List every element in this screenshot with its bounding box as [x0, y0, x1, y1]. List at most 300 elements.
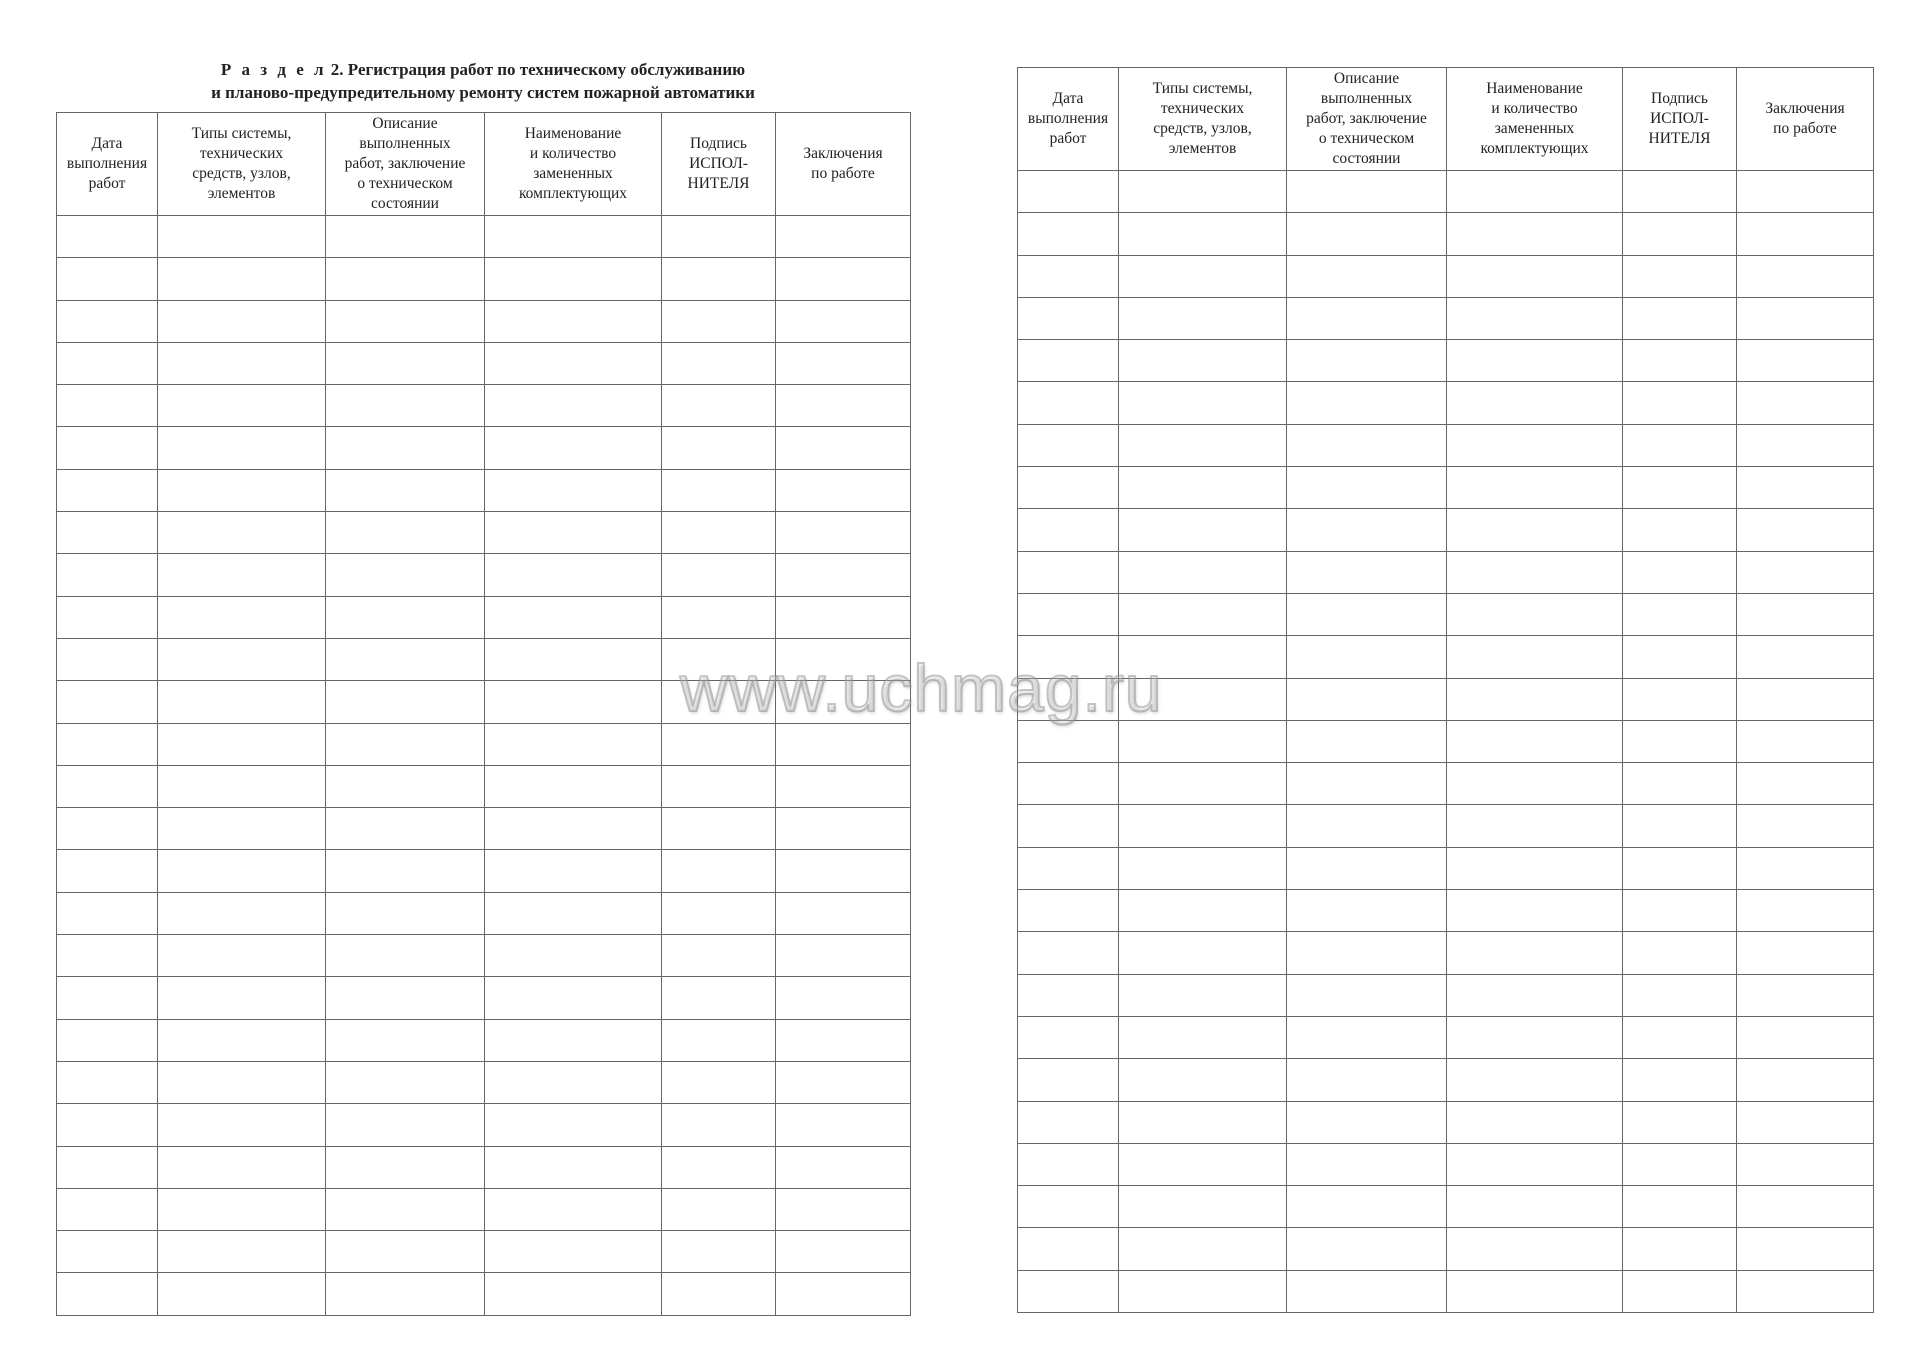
cell-date[interactable] — [57, 1273, 158, 1315]
cell-system-types[interactable] — [158, 977, 326, 1019]
cell-work-description[interactable] — [1287, 847, 1447, 889]
cell-work-description[interactable] — [326, 977, 485, 1019]
cell-date[interactable] — [1018, 551, 1119, 593]
cell-system-types[interactable] — [1119, 255, 1287, 297]
cell-work-description[interactable] — [1287, 467, 1447, 509]
cell-replaced-parts[interactable] — [485, 638, 662, 680]
cell-date[interactable] — [57, 1019, 158, 1061]
cell-signature[interactable] — [1623, 1143, 1737, 1185]
cell-replaced-parts[interactable] — [1447, 340, 1623, 382]
cell-system-types[interactable] — [1119, 171, 1287, 213]
cell-conclusions[interactable] — [776, 1188, 911, 1230]
cell-conclusions[interactable] — [776, 1146, 911, 1188]
cell-date[interactable] — [57, 596, 158, 638]
cell-signature[interactable] — [1623, 890, 1737, 932]
cell-date[interactable] — [57, 385, 158, 427]
cell-date[interactable] — [57, 1231, 158, 1273]
cell-conclusions[interactable] — [776, 512, 911, 554]
cell-system-types[interactable] — [1119, 509, 1287, 551]
cell-work-description[interactable] — [326, 892, 485, 934]
cell-system-types[interactable] — [158, 850, 326, 892]
cell-date[interactable] — [1018, 593, 1119, 635]
cell-signature[interactable] — [1623, 551, 1737, 593]
cell-date[interactable] — [57, 216, 158, 258]
cell-date[interactable] — [57, 681, 158, 723]
cell-replaced-parts[interactable] — [485, 681, 662, 723]
cell-replaced-parts[interactable] — [485, 892, 662, 934]
cell-work-description[interactable] — [1287, 890, 1447, 932]
cell-replaced-parts[interactable] — [1447, 805, 1623, 847]
cell-date[interactable] — [57, 723, 158, 765]
cell-system-types[interactable] — [1119, 551, 1287, 593]
cell-conclusions[interactable] — [1737, 593, 1874, 635]
cell-replaced-parts[interactable] — [485, 850, 662, 892]
cell-work-description[interactable] — [326, 808, 485, 850]
cell-date[interactable] — [1018, 1059, 1119, 1101]
cell-work-description[interactable] — [1287, 171, 1447, 213]
cell-signature[interactable] — [1623, 171, 1737, 213]
cell-date[interactable] — [1018, 636, 1119, 678]
cell-work-description[interactable] — [326, 681, 485, 723]
cell-conclusions[interactable] — [776, 850, 911, 892]
cell-replaced-parts[interactable] — [1447, 890, 1623, 932]
cell-date[interactable] — [57, 342, 158, 384]
cell-date[interactable] — [1018, 255, 1119, 297]
cell-work-description[interactable] — [326, 554, 485, 596]
cell-work-description[interactable] — [1287, 551, 1447, 593]
cell-system-types[interactable] — [1119, 593, 1287, 635]
cell-replaced-parts[interactable] — [485, 1231, 662, 1273]
cell-work-description[interactable] — [1287, 213, 1447, 255]
cell-system-types[interactable] — [158, 681, 326, 723]
cell-work-description[interactable] — [326, 427, 485, 469]
cell-replaced-parts[interactable] — [485, 1104, 662, 1146]
cell-system-types[interactable] — [1119, 974, 1287, 1016]
cell-conclusions[interactable] — [1737, 805, 1874, 847]
cell-date[interactable] — [57, 427, 158, 469]
cell-work-description[interactable] — [1287, 932, 1447, 974]
cell-work-description[interactable] — [1287, 763, 1447, 805]
cell-replaced-parts[interactable] — [1447, 974, 1623, 1016]
cell-replaced-parts[interactable] — [1447, 213, 1623, 255]
cell-conclusions[interactable] — [776, 1273, 911, 1315]
cell-work-description[interactable] — [326, 1061, 485, 1103]
cell-signature[interactable] — [662, 385, 776, 427]
cell-date[interactable] — [1018, 763, 1119, 805]
cell-work-description[interactable] — [326, 216, 485, 258]
cell-replaced-parts[interactable] — [1447, 1059, 1623, 1101]
cell-system-types[interactable] — [1119, 213, 1287, 255]
cell-work-description[interactable] — [326, 469, 485, 511]
cell-system-types[interactable] — [1119, 890, 1287, 932]
cell-replaced-parts[interactable] — [1447, 593, 1623, 635]
cell-system-types[interactable] — [1119, 636, 1287, 678]
cell-conclusions[interactable] — [776, 1231, 911, 1273]
cell-replaced-parts[interactable] — [485, 935, 662, 977]
cell-replaced-parts[interactable] — [1447, 636, 1623, 678]
cell-conclusions[interactable] — [1737, 424, 1874, 466]
cell-work-description[interactable] — [1287, 1016, 1447, 1058]
cell-work-description[interactable] — [1287, 255, 1447, 297]
cell-replaced-parts[interactable] — [1447, 720, 1623, 762]
cell-work-description[interactable] — [1287, 1270, 1447, 1312]
cell-work-description[interactable] — [326, 385, 485, 427]
cell-work-description[interactable] — [1287, 720, 1447, 762]
cell-signature[interactable] — [1623, 678, 1737, 720]
cell-signature[interactable] — [662, 1104, 776, 1146]
cell-replaced-parts[interactable] — [1447, 297, 1623, 339]
cell-replaced-parts[interactable] — [1447, 1228, 1623, 1270]
cell-conclusions[interactable] — [1737, 1101, 1874, 1143]
cell-conclusions[interactable] — [1737, 1186, 1874, 1228]
cell-work-description[interactable] — [1287, 1059, 1447, 1101]
cell-system-types[interactable] — [158, 1273, 326, 1315]
cell-system-types[interactable] — [158, 427, 326, 469]
cell-work-description[interactable] — [1287, 1186, 1447, 1228]
cell-work-description[interactable] — [326, 342, 485, 384]
cell-date[interactable] — [1018, 890, 1119, 932]
cell-date[interactable] — [57, 554, 158, 596]
cell-replaced-parts[interactable] — [1447, 382, 1623, 424]
cell-conclusions[interactable] — [1737, 1059, 1874, 1101]
cell-system-types[interactable] — [158, 808, 326, 850]
cell-conclusions[interactable] — [1737, 1016, 1874, 1058]
cell-system-types[interactable] — [158, 1146, 326, 1188]
cell-date[interactable] — [1018, 847, 1119, 889]
cell-conclusions[interactable] — [1737, 974, 1874, 1016]
cell-signature[interactable] — [662, 638, 776, 680]
cell-work-description[interactable] — [326, 300, 485, 342]
cell-conclusions[interactable] — [1737, 171, 1874, 213]
cell-work-description[interactable] — [1287, 678, 1447, 720]
cell-date[interactable] — [1018, 467, 1119, 509]
cell-system-types[interactable] — [158, 1019, 326, 1061]
cell-date[interactable] — [1018, 974, 1119, 1016]
cell-replaced-parts[interactable] — [1447, 847, 1623, 889]
cell-conclusions[interactable] — [776, 892, 911, 934]
cell-signature[interactable] — [1623, 763, 1737, 805]
cell-replaced-parts[interactable] — [485, 216, 662, 258]
cell-conclusions[interactable] — [1737, 340, 1874, 382]
cell-conclusions[interactable] — [776, 596, 911, 638]
cell-system-types[interactable] — [1119, 340, 1287, 382]
cell-signature[interactable] — [662, 596, 776, 638]
cell-replaced-parts[interactable] — [1447, 424, 1623, 466]
cell-work-description[interactable] — [1287, 636, 1447, 678]
cell-conclusions[interactable] — [776, 808, 911, 850]
cell-replaced-parts[interactable] — [485, 1019, 662, 1061]
cell-replaced-parts[interactable] — [1447, 551, 1623, 593]
cell-system-types[interactable] — [1119, 1016, 1287, 1058]
cell-signature[interactable] — [662, 258, 776, 300]
cell-replaced-parts[interactable] — [485, 512, 662, 554]
cell-signature[interactable] — [1623, 382, 1737, 424]
cell-signature[interactable] — [1623, 974, 1737, 1016]
cell-system-types[interactable] — [158, 300, 326, 342]
cell-conclusions[interactable] — [776, 935, 911, 977]
cell-system-types[interactable] — [158, 892, 326, 934]
cell-work-description[interactable] — [326, 935, 485, 977]
cell-date[interactable] — [57, 1061, 158, 1103]
cell-replaced-parts[interactable] — [1447, 932, 1623, 974]
cell-conclusions[interactable] — [1737, 763, 1874, 805]
cell-system-types[interactable] — [158, 1188, 326, 1230]
cell-date[interactable] — [1018, 1270, 1119, 1312]
cell-conclusions[interactable] — [776, 765, 911, 807]
cell-work-description[interactable] — [326, 850, 485, 892]
cell-conclusions[interactable] — [1737, 1270, 1874, 1312]
cell-system-types[interactable] — [158, 765, 326, 807]
cell-date[interactable] — [1018, 382, 1119, 424]
cell-date[interactable] — [1018, 932, 1119, 974]
cell-replaced-parts[interactable] — [1447, 1016, 1623, 1058]
cell-date[interactable] — [1018, 509, 1119, 551]
cell-work-description[interactable] — [326, 1188, 485, 1230]
cell-replaced-parts[interactable] — [1447, 1186, 1623, 1228]
cell-conclusions[interactable] — [1737, 678, 1874, 720]
cell-signature[interactable] — [662, 977, 776, 1019]
cell-system-types[interactable] — [1119, 1143, 1287, 1185]
cell-signature[interactable] — [1623, 1101, 1737, 1143]
cell-replaced-parts[interactable] — [485, 977, 662, 1019]
cell-date[interactable] — [57, 1104, 158, 1146]
cell-work-description[interactable] — [1287, 1143, 1447, 1185]
cell-signature[interactable] — [1623, 932, 1737, 974]
cell-signature[interactable] — [662, 765, 776, 807]
cell-work-description[interactable] — [326, 596, 485, 638]
cell-conclusions[interactable] — [1737, 255, 1874, 297]
cell-signature[interactable] — [1623, 1016, 1737, 1058]
cell-replaced-parts[interactable] — [1447, 467, 1623, 509]
cell-replaced-parts[interactable] — [485, 808, 662, 850]
cell-conclusions[interactable] — [776, 216, 911, 258]
cell-signature[interactable] — [1623, 636, 1737, 678]
cell-replaced-parts[interactable] — [485, 1273, 662, 1315]
cell-date[interactable] — [1018, 1228, 1119, 1270]
cell-replaced-parts[interactable] — [1447, 1101, 1623, 1143]
cell-conclusions[interactable] — [776, 385, 911, 427]
cell-system-types[interactable] — [1119, 1101, 1287, 1143]
cell-date[interactable] — [57, 977, 158, 1019]
cell-signature[interactable] — [662, 554, 776, 596]
cell-signature[interactable] — [1623, 720, 1737, 762]
cell-conclusions[interactable] — [776, 977, 911, 1019]
cell-date[interactable] — [57, 1146, 158, 1188]
cell-system-types[interactable] — [1119, 382, 1287, 424]
cell-work-description[interactable] — [326, 765, 485, 807]
cell-system-types[interactable] — [158, 216, 326, 258]
cell-replaced-parts[interactable] — [1447, 763, 1623, 805]
cell-replaced-parts[interactable] — [485, 385, 662, 427]
cell-signature[interactable] — [662, 892, 776, 934]
cell-work-description[interactable] — [1287, 1228, 1447, 1270]
cell-conclusions[interactable] — [1737, 509, 1874, 551]
cell-signature[interactable] — [1623, 213, 1737, 255]
cell-date[interactable] — [1018, 678, 1119, 720]
cell-signature[interactable] — [662, 427, 776, 469]
cell-system-types[interactable] — [1119, 1059, 1287, 1101]
cell-system-types[interactable] — [1119, 847, 1287, 889]
cell-date[interactable] — [57, 850, 158, 892]
cell-system-types[interactable] — [158, 469, 326, 511]
cell-conclusions[interactable] — [1737, 932, 1874, 974]
cell-date[interactable] — [1018, 171, 1119, 213]
cell-work-description[interactable] — [1287, 1101, 1447, 1143]
cell-date[interactable] — [57, 512, 158, 554]
cell-conclusions[interactable] — [776, 1019, 911, 1061]
cell-system-types[interactable] — [1119, 932, 1287, 974]
cell-work-description[interactable] — [1287, 340, 1447, 382]
cell-replaced-parts[interactable] — [1447, 678, 1623, 720]
cell-conclusions[interactable] — [1737, 1228, 1874, 1270]
cell-date[interactable] — [1018, 805, 1119, 847]
cell-signature[interactable] — [662, 723, 776, 765]
cell-work-description[interactable] — [326, 1273, 485, 1315]
cell-system-types[interactable] — [158, 258, 326, 300]
cell-system-types[interactable] — [1119, 297, 1287, 339]
cell-conclusions[interactable] — [1737, 467, 1874, 509]
cell-signature[interactable] — [1623, 1059, 1737, 1101]
cell-work-description[interactable] — [1287, 974, 1447, 1016]
cell-replaced-parts[interactable] — [1447, 1270, 1623, 1312]
cell-date[interactable] — [1018, 1186, 1119, 1228]
cell-signature[interactable] — [1623, 467, 1737, 509]
cell-signature[interactable] — [1623, 1186, 1737, 1228]
cell-signature[interactable] — [1623, 1270, 1737, 1312]
cell-conclusions[interactable] — [776, 258, 911, 300]
cell-signature[interactable] — [1623, 340, 1737, 382]
cell-conclusions[interactable] — [1737, 1143, 1874, 1185]
cell-signature[interactable] — [1623, 847, 1737, 889]
cell-signature[interactable] — [1623, 593, 1737, 635]
cell-work-description[interactable] — [1287, 424, 1447, 466]
cell-system-types[interactable] — [158, 1104, 326, 1146]
cell-date[interactable] — [1018, 340, 1119, 382]
cell-date[interactable] — [57, 892, 158, 934]
cell-signature[interactable] — [662, 1061, 776, 1103]
cell-work-description[interactable] — [1287, 297, 1447, 339]
cell-date[interactable] — [1018, 297, 1119, 339]
cell-system-types[interactable] — [1119, 720, 1287, 762]
cell-replaced-parts[interactable] — [485, 469, 662, 511]
cell-date[interactable] — [57, 469, 158, 511]
cell-replaced-parts[interactable] — [485, 1188, 662, 1230]
cell-signature[interactable] — [662, 512, 776, 554]
cell-replaced-parts[interactable] — [485, 1146, 662, 1188]
cell-conclusions[interactable] — [1737, 890, 1874, 932]
cell-replaced-parts[interactable] — [485, 342, 662, 384]
cell-replaced-parts[interactable] — [1447, 255, 1623, 297]
cell-signature[interactable] — [662, 1231, 776, 1273]
cell-signature[interactable] — [1623, 297, 1737, 339]
cell-work-description[interactable] — [326, 512, 485, 554]
cell-system-types[interactable] — [158, 512, 326, 554]
cell-replaced-parts[interactable] — [485, 596, 662, 638]
cell-system-types[interactable] — [158, 935, 326, 977]
cell-conclusions[interactable] — [776, 1061, 911, 1103]
cell-date[interactable] — [57, 808, 158, 850]
cell-system-types[interactable] — [158, 1061, 326, 1103]
cell-signature[interactable] — [662, 469, 776, 511]
cell-signature[interactable] — [1623, 1228, 1737, 1270]
cell-work-description[interactable] — [1287, 509, 1447, 551]
cell-signature[interactable] — [1623, 509, 1737, 551]
cell-date[interactable] — [57, 935, 158, 977]
cell-work-description[interactable] — [326, 1146, 485, 1188]
cell-system-types[interactable] — [1119, 1270, 1287, 1312]
cell-work-description[interactable] — [326, 638, 485, 680]
cell-signature[interactable] — [662, 681, 776, 723]
cell-conclusions[interactable] — [776, 723, 911, 765]
cell-signature[interactable] — [662, 1273, 776, 1315]
cell-system-types[interactable] — [158, 385, 326, 427]
cell-signature[interactable] — [662, 1188, 776, 1230]
cell-date[interactable] — [57, 1188, 158, 1230]
cell-date[interactable] — [1018, 720, 1119, 762]
cell-conclusions[interactable] — [1737, 213, 1874, 255]
cell-system-types[interactable] — [158, 342, 326, 384]
cell-signature[interactable] — [662, 935, 776, 977]
cell-replaced-parts[interactable] — [1447, 509, 1623, 551]
cell-replaced-parts[interactable] — [485, 723, 662, 765]
cell-date[interactable] — [1018, 1016, 1119, 1058]
cell-date[interactable] — [57, 765, 158, 807]
cell-system-types[interactable] — [158, 596, 326, 638]
cell-signature[interactable] — [662, 808, 776, 850]
cell-work-description[interactable] — [326, 1104, 485, 1146]
cell-signature[interactable] — [662, 300, 776, 342]
cell-date[interactable] — [1018, 424, 1119, 466]
cell-conclusions[interactable] — [776, 1104, 911, 1146]
cell-conclusions[interactable] — [1737, 382, 1874, 424]
cell-conclusions[interactable] — [776, 300, 911, 342]
cell-replaced-parts[interactable] — [485, 765, 662, 807]
cell-date[interactable] — [57, 258, 158, 300]
cell-work-description[interactable] — [326, 1231, 485, 1273]
cell-replaced-parts[interactable] — [485, 300, 662, 342]
cell-system-types[interactable] — [158, 723, 326, 765]
cell-system-types[interactable] — [158, 554, 326, 596]
cell-system-types[interactable] — [1119, 678, 1287, 720]
cell-date[interactable] — [1018, 1143, 1119, 1185]
cell-replaced-parts[interactable] — [1447, 171, 1623, 213]
cell-system-types[interactable] — [1119, 763, 1287, 805]
cell-date[interactable] — [57, 300, 158, 342]
cell-conclusions[interactable] — [776, 342, 911, 384]
cell-replaced-parts[interactable] — [485, 1061, 662, 1103]
cell-work-description[interactable] — [326, 1019, 485, 1061]
cell-conclusions[interactable] — [776, 638, 911, 680]
cell-conclusions[interactable] — [1737, 636, 1874, 678]
cell-system-types[interactable] — [1119, 1186, 1287, 1228]
cell-work-description[interactable] — [326, 258, 485, 300]
cell-system-types[interactable] — [158, 1231, 326, 1273]
cell-replaced-parts[interactable] — [485, 554, 662, 596]
cell-conclusions[interactable] — [1737, 847, 1874, 889]
cell-conclusions[interactable] — [776, 427, 911, 469]
cell-signature[interactable] — [1623, 255, 1737, 297]
cell-conclusions[interactable] — [1737, 720, 1874, 762]
cell-signature[interactable] — [662, 1146, 776, 1188]
cell-work-description[interactable] — [326, 723, 485, 765]
cell-system-types[interactable] — [1119, 805, 1287, 847]
cell-conclusions[interactable] — [776, 554, 911, 596]
cell-work-description[interactable] — [1287, 805, 1447, 847]
cell-date[interactable] — [57, 638, 158, 680]
cell-signature[interactable] — [662, 1019, 776, 1061]
cell-signature[interactable] — [662, 342, 776, 384]
cell-conclusions[interactable] — [776, 469, 911, 511]
